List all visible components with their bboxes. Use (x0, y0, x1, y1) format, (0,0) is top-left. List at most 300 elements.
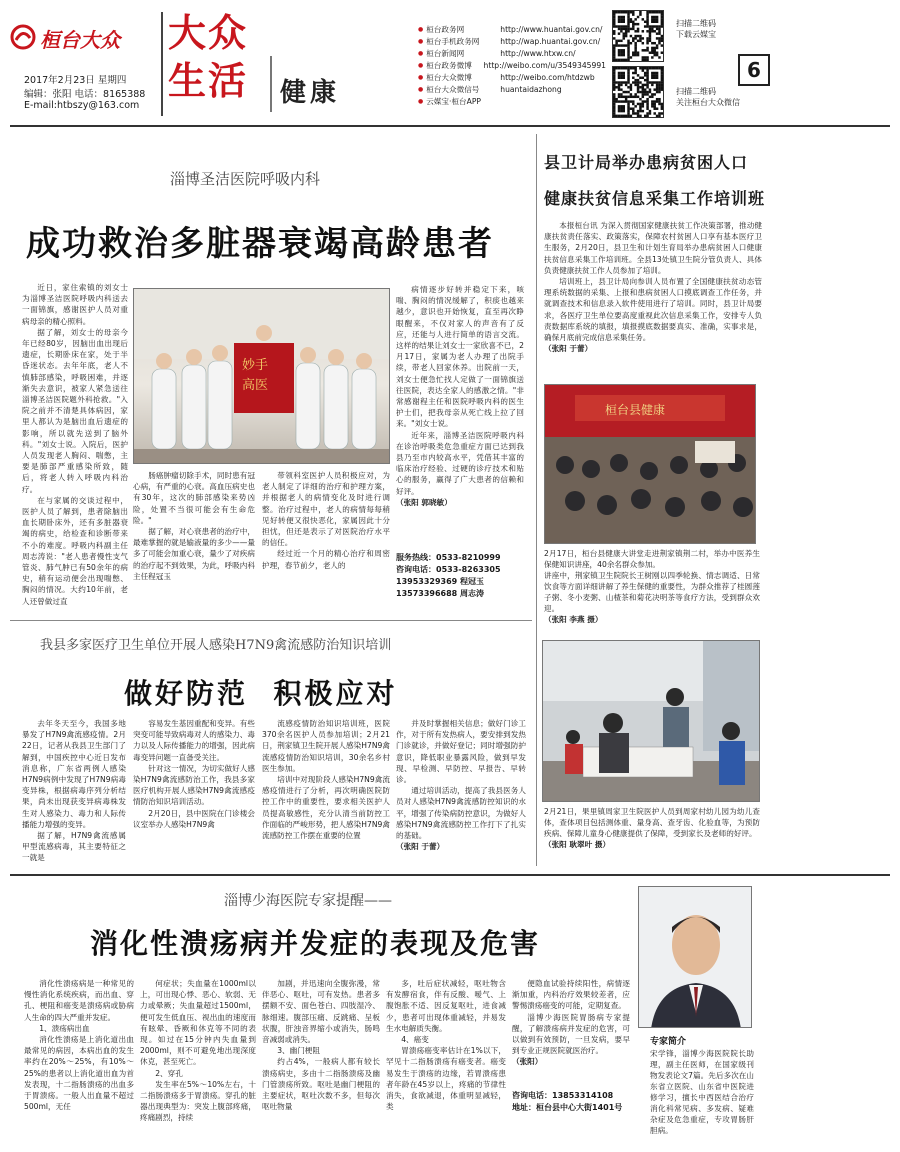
qr-module (637, 88, 639, 90)
qr-module (620, 54, 622, 56)
qr-module (620, 21, 622, 23)
qr-module (642, 49, 644, 51)
qr-module (656, 37, 658, 39)
qr-module (613, 47, 615, 49)
paragraph: 何症状；失血量在1000ml以上，可出现心悸、恶心、软弱、无力或晕厥；失血量超过1500ml，便可发生低血压、视出血的速度而有眩晕、昏厥和休克等不同的表现。如过在15分钟内失血量到2000ml，则不可避免地出现深度休克，甚至死亡。 (140, 979, 256, 1067)
qr-module (632, 72, 634, 74)
qr-module (627, 100, 629, 102)
qr-module (651, 81, 653, 83)
article-column (396, 284, 524, 546)
paragraph: 本报桓台讯 为深入贯彻国家健康扶贫工作决策部署，推动健康扶贫责任落实、政策落实，保障农村贫困人口享有基本医疗卫生服务，2月20日，县卫生和计划生育局举办患病贫困人口健康扶贫信息采集工作培训班。全县13处镇卫生院分管负责人、具体负责健康扶贫工作人员参加了培训。 (544, 221, 762, 275)
qr-module (646, 42, 648, 44)
qr-module (661, 35, 663, 37)
qr-module (623, 91, 625, 93)
lecture-photo (544, 384, 756, 544)
qr-module (618, 86, 620, 88)
qr-module (658, 25, 660, 27)
qr-module (649, 81, 651, 83)
qr-module (644, 72, 646, 74)
qr-module (627, 51, 629, 53)
staff-group-photo-icon (134, 289, 390, 464)
qr-module (661, 69, 663, 71)
qr-module (656, 107, 658, 109)
qr-module (661, 103, 663, 105)
qr-module (625, 25, 627, 27)
section-name: 健康 (280, 78, 341, 108)
qr-module (623, 21, 625, 23)
qr-module (620, 11, 622, 13)
qr-module (620, 74, 622, 76)
qr-module (653, 18, 655, 20)
qr-module (661, 51, 663, 53)
qr-module (613, 100, 615, 102)
qr-module (613, 30, 615, 32)
qr-module (637, 35, 639, 37)
contact-line: 13953329369 程冠玉 (396, 577, 485, 586)
qr-module (613, 21, 615, 23)
qr-module (632, 81, 634, 83)
qr-module (644, 59, 646, 61)
qr-module (661, 79, 663, 81)
paragraph: 约占4%，一般病人都有较长溃疡病史，多由十二指肠溃疡及幽门管溃疡所致。呕吐是幽门梗阻的主要症状，呕吐次数不多，但每次呕吐物量 (262, 1057, 380, 1112)
article-credit: （张阳 于蕾） (544, 344, 593, 354)
paragraph: 消化性溃疡病是一种常见的慢性消化系统疾病，而出血、穿孔、梗阻和癌变是溃疡病或胁病人生命的四大严重并发症。 (24, 979, 134, 1022)
qr-module (627, 25, 629, 27)
qr-module (618, 105, 620, 107)
banner-text: 妙手 (242, 358, 269, 373)
qr-module (630, 88, 632, 90)
qr-module (653, 81, 655, 83)
qr-module (661, 86, 663, 88)
paragraph: 1、溃疡病出血 (39, 1023, 90, 1033)
qr-module (651, 25, 653, 27)
qr-module (620, 28, 622, 30)
qr-module (625, 28, 627, 30)
qr-module (627, 13, 629, 15)
qr-module (653, 88, 655, 90)
paragraph: 讲座中，荆家镇卫生院院长王树刚以四季轮换、情志调适、日常饮食等方面详细讲解了养生保健的重要性，为群众推荐了桂圆莲子粥、冬小麦粥、山楂茶和菊花决明茶等食疗方法，受到群众欢迎。 (544, 571, 760, 613)
qr-module (646, 115, 648, 117)
qr-module (656, 86, 658, 88)
qr-code-app[interactable] (612, 10, 664, 62)
qr-module (634, 93, 636, 95)
qr-module (646, 18, 648, 20)
paragraph: 2月20日，县中医院在门诊楼会议室举办人感染H7N9禽 (133, 808, 255, 829)
qr-module (618, 16, 620, 18)
qr-module (613, 37, 615, 39)
qr-module (649, 112, 651, 114)
qr-module (618, 88, 620, 90)
qr-module (618, 59, 620, 61)
qr-module (646, 11, 648, 13)
qr-module (642, 103, 644, 105)
paragraph: 带领科室医护人员积极应对，为老人制定了详细的治疗和护理方案，并根据老人的病情变化及时进行调整。治疗过程中，老人的病情每每稍见好转便又很快恶化，家属因此十分担忧，但还是表示了对医院治疗水平的信任。 (262, 471, 390, 548)
qr-module (613, 54, 615, 56)
qr-module (639, 103, 641, 105)
qr-module (620, 81, 622, 83)
qr-module (618, 18, 620, 20)
qr-module (644, 100, 646, 102)
qr-module (618, 49, 620, 51)
qr-module (632, 40, 634, 42)
qr-module (632, 28, 634, 30)
qr-module (625, 98, 627, 100)
qr-module (620, 72, 622, 74)
qr-module (653, 74, 655, 76)
qr-module (656, 28, 658, 30)
qr-module (642, 18, 644, 20)
qr-module (651, 77, 653, 79)
qr-module (644, 91, 646, 93)
qr-module (642, 42, 644, 44)
qr-module (661, 88, 663, 90)
article-column (22, 718, 126, 868)
caption-credit: （张阳 耿翠叶 摄） (544, 840, 611, 849)
qr-module (642, 59, 644, 61)
link-value: http://weibo.com/htdzwb (500, 73, 595, 82)
qr-module (620, 115, 622, 117)
link-value: http://www.htxw.cn/ (500, 49, 576, 58)
qr-module (656, 81, 658, 83)
qr-module (658, 100, 660, 102)
paragraph: 培训班上，县卫计局向参训人员布置了全国健康扶贫动态管理系统数据的采集、上报和患病贫困人口摸底调查工作任务，并就调查技术和信息录入软件使用进行了培训。同时，县卫计局要求，各医疗卫生单位要高度重视此次信息采集工作，安排专人负责数据库系统的填报，填报摸底数据要真实、准确，实事求是，确保月底前完成信息采集任务。 (544, 277, 762, 343)
qr-module (658, 84, 660, 86)
qr-module (623, 107, 625, 109)
link-name: 云媒宝·桓台APP (426, 97, 481, 106)
qr-module (656, 88, 658, 90)
bullet-icon: ● (418, 38, 424, 45)
bullet-icon: ● (418, 50, 424, 57)
qr-module (658, 11, 660, 13)
article-text (544, 220, 762, 343)
qr-module (646, 86, 648, 88)
qr-module (613, 107, 615, 109)
qr-module (661, 11, 663, 13)
paragraph: 胃溃疡癌变率估计在1%以下，罕见十二指肠溃疡有癌变者。癌变易发生于溃疡的边缘，若胃溃疡患者年龄在45岁以上，疼痛的节律性消失，食欲减退，体重明显减轻，类 (386, 1046, 506, 1112)
qr-module (615, 11, 617, 13)
qr-module (615, 67, 617, 69)
article-column (396, 718, 526, 868)
qr-module (630, 115, 632, 117)
qr-module (651, 51, 653, 53)
qr-module (651, 28, 653, 30)
editor-email: E-mail:htbszy@163.com (24, 100, 140, 111)
qr-module (642, 56, 644, 58)
qr-module (623, 77, 625, 79)
qr-module (630, 18, 632, 20)
qr-module (627, 72, 629, 74)
qr-module (656, 47, 658, 49)
qr-module (634, 81, 636, 83)
article-kicker: 我县多家医疗卫生单位开展人感染H7N9禽流感防治知识培训 (40, 638, 392, 653)
qr-module (653, 100, 655, 102)
qr-module (632, 103, 634, 105)
qr-module (620, 49, 622, 51)
qr-module (637, 96, 639, 98)
qr-module (661, 44, 663, 46)
qr-module (613, 11, 615, 13)
qr-module (634, 23, 636, 25)
qr-module (651, 93, 653, 95)
qr-module (618, 72, 620, 74)
bullet-icon: ● (418, 74, 424, 81)
qr-module (653, 72, 655, 74)
masthead-link-row[interactable] (418, 48, 606, 60)
qr-module (639, 105, 641, 107)
qr-module (656, 77, 658, 79)
paragraph: 3、幽门梗阻 (277, 1046, 320, 1056)
qr-module (625, 67, 627, 69)
column-text (262, 978, 380, 1112)
qr-module (651, 74, 653, 76)
qr-module (642, 110, 644, 112)
qr-module (661, 77, 663, 79)
qr-module (627, 49, 629, 51)
qr-module (653, 51, 655, 53)
qr-module (634, 72, 636, 74)
qr-module (646, 25, 648, 27)
qr-module (615, 44, 617, 46)
qr-module (623, 18, 625, 20)
masthead-link-row[interactable] (418, 96, 606, 108)
qr-module (646, 107, 648, 109)
qr-module (620, 88, 622, 90)
qr-module (620, 100, 622, 102)
qr-module (627, 86, 629, 88)
qr-module (646, 37, 648, 39)
qr-module (613, 23, 615, 25)
qr-module (618, 51, 620, 53)
qr-module (630, 21, 632, 23)
qr-module (613, 84, 615, 86)
qr-module (623, 35, 625, 37)
qr-module (644, 56, 646, 58)
qr-module (613, 79, 615, 81)
qr-module (623, 37, 625, 39)
qr-module (653, 30, 655, 32)
qr-module (653, 49, 655, 51)
qr-module (639, 67, 641, 69)
qr-module (620, 40, 622, 42)
qr-module (656, 11, 658, 13)
qr-module (634, 96, 636, 98)
qr-module (620, 25, 622, 27)
qr-module (620, 105, 622, 107)
article-headline: 县卫计局举办患病贫困人口 (544, 153, 749, 172)
qr-module (627, 18, 629, 20)
qr-module (658, 67, 660, 69)
qr-module (630, 100, 632, 102)
links-list (418, 24, 606, 108)
qr-module (627, 105, 629, 107)
paragraph: 宋学锋，淄博少海医院院长助理，副主任医师，在国家级刊物发表论文7篇。先后多次在山东省立医院、山东省中医院进修学习，擅长中西医结合治疗消化科常见病、多发病、疑难杂症及危急重症，专攻胃肠肝胆病。 (650, 1049, 754, 1135)
qr-module (661, 74, 663, 76)
qr-module (634, 84, 636, 86)
qr-module (637, 74, 639, 76)
qr-module (632, 96, 634, 98)
qr-module (637, 86, 639, 88)
qr-module (613, 59, 615, 61)
qr-module (634, 79, 636, 81)
editor-line: 编辑：张阳 电话：8165388 (24, 89, 146, 100)
qr-module (639, 91, 641, 93)
masthead-link-row[interactable] (418, 60, 606, 72)
article-respiratory (0, 130, 532, 618)
column-text (140, 978, 256, 1124)
qr-module (656, 74, 658, 76)
qr-module (630, 35, 632, 37)
paragraph: 据了解，对心衰患者的治疗中，最难掌握的就是输液量的多少——量多了可能会加重心衰，量少了对疾病的治疗起不到效果，为此，呼吸内科主任程冠玉 (133, 527, 255, 581)
qr-module (618, 84, 620, 86)
qr-module (649, 28, 651, 30)
qr-module (661, 21, 663, 23)
qr-icon (613, 67, 663, 117)
contact-box (396, 552, 526, 600)
qr-module (620, 51, 622, 53)
article-headline: 做好防范 积极应对 (124, 677, 398, 710)
paragraph: 2月17日，桓台县健康大讲堂走进荆家镇荆二村，举办中医养生保健知识讲座，40余名群众参加。 (544, 549, 760, 569)
qr-module (644, 25, 646, 27)
qr-module (661, 40, 663, 42)
qr-module (627, 96, 629, 98)
qr-module (627, 81, 629, 83)
masthead-link-row[interactable] (418, 36, 606, 48)
article-credit: （张阳 郭晓敏） (396, 497, 452, 507)
qr-module (613, 67, 615, 69)
expert-portrait-icon (639, 887, 752, 1028)
qr-module (632, 23, 634, 25)
article-column (262, 470, 390, 618)
qr-module (646, 47, 648, 49)
qr-module (623, 100, 625, 102)
qr-module (646, 23, 648, 25)
qr-module (642, 30, 644, 32)
kindergarten-photo (542, 640, 760, 802)
qr-module (653, 47, 655, 49)
qr-module (639, 81, 641, 83)
qr-module (613, 32, 615, 34)
qr-module (637, 51, 639, 53)
paragraph: 流感疫情防治知识培训班，医院370余名医护人员参加培训；2月21日，荆家镇卫生院开展人感染H7N9禽流感疫情防治知识培训，30余名乡村医生参加。 (262, 719, 390, 773)
qr-module (651, 84, 653, 86)
caption-credit: （张阳 李燕 摄） (544, 615, 603, 624)
qr-module (656, 44, 658, 46)
masthead-bottom-rule (10, 125, 890, 127)
bullet-icon: ● (418, 26, 424, 33)
paragraph: 2月21日，果里镇周家卫生院医护人员到周家村幼儿园为幼儿查体，查体项目包括测体重、量身高、查牙齿、化验血等，为预防疾病、保障儿童身心健康提供了保障，受到家长及老师的好评。 (544, 807, 760, 838)
paper-logo (10, 22, 150, 52)
contact-box (512, 1090, 636, 1114)
qr-module (618, 77, 620, 79)
qr-module (620, 16, 622, 18)
paragraph: 在与家属的交谈过程中，医护人员了解到，患者除脑出血长期卧床外，还有多脏器衰竭的病史，给检查和诊断带来不小的难度。呼吸内科副主任周志涛说："老人患者慢性支气管炎、肺气肿已有50余年的病史，稍有运动便会出现喘憋、胸闷的情况。大约10年前，老人还曾做过直 (22, 495, 128, 606)
qr-module (632, 13, 634, 15)
masthead-link-row[interactable] (418, 24, 606, 36)
qr-module (651, 103, 653, 105)
qr-module (627, 59, 629, 61)
qr-module (646, 69, 648, 71)
qr-module (613, 112, 615, 114)
article-photo (133, 288, 390, 464)
caption-text (544, 806, 760, 839)
qr-module (618, 107, 620, 109)
qr-module (642, 91, 644, 93)
qr-module (637, 28, 639, 30)
caption-text (544, 548, 760, 614)
qr-module (627, 54, 629, 56)
masthead-link-row[interactable] (418, 72, 606, 84)
column-title-top: 大众 (168, 10, 249, 55)
photo-caption (544, 548, 760, 638)
qr-module (642, 69, 644, 71)
qr-module (625, 30, 627, 32)
article-ulcer (10, 874, 890, 1148)
qr-module (627, 30, 629, 32)
paragraph: 便隐血试验持续阳性，病情逐渐加重，内科治疗效果较差者，应警惕溃疡癌变的可能，定期复查。 (512, 979, 630, 1011)
qr-module (632, 21, 634, 23)
qr-module (618, 81, 620, 83)
masthead-link-row[interactable] (418, 84, 606, 96)
article-h7n9 (0, 620, 536, 870)
bullet-icon: ● (418, 98, 424, 105)
qr-module (656, 51, 658, 53)
qr-module (651, 67, 653, 69)
qr-module (642, 37, 644, 39)
qr-module (644, 67, 646, 69)
contact-line: 咨询电话：0533-8263305 (396, 565, 501, 574)
qr-module (618, 40, 620, 42)
qr-module (649, 35, 651, 37)
qr-module (651, 47, 653, 49)
link-name: 桓台政务微博 (426, 61, 472, 70)
qr-module (623, 67, 625, 69)
article-kicker: 淄博圣洁医院呼吸内科 (170, 170, 321, 188)
qr-module (623, 105, 625, 107)
qr-module (627, 103, 629, 105)
qr-module (623, 115, 625, 117)
qr-module (656, 32, 658, 34)
paragraph: 多，吐后症状减轻，呕吐物含有发酵宿食，伴有反酸、嗳气、上腹饱胀不适、因反复呕吐，进食减少，患者可出现体重减轻，并易发生水电解质失衡。 (386, 979, 506, 1033)
qr-module (632, 100, 634, 102)
qr-module (627, 67, 629, 69)
qr-module (649, 91, 651, 93)
qr-module (613, 72, 615, 74)
qr-module (651, 49, 653, 51)
qr-module (630, 67, 632, 69)
qr-module (615, 59, 617, 61)
article-credit: （张阳） (512, 1057, 543, 1067)
qr-module (658, 103, 660, 105)
qr-module (639, 107, 641, 109)
qr-module (651, 105, 653, 107)
qr-module (623, 11, 625, 13)
qr-code-wechat[interactable] (612, 66, 664, 118)
qr-module (637, 79, 639, 81)
page-number-value: 6 (747, 58, 761, 82)
qr-module (627, 77, 629, 79)
qr-module (625, 35, 627, 37)
qr-module (646, 30, 648, 32)
qr-module (642, 86, 644, 88)
link-name: 桓台手机政务网 (426, 37, 480, 46)
qr-module (639, 86, 641, 88)
paragraph: 近年来，淄博圣洁医院呼吸内科在诊治呼吸类危急重症方面已达到我县乃至市内较高水平，凭借其丰富的临床治疗经验、过硬的诊疗技术和贴心的服务，赢得了广大患者的信赖和好评。 (396, 430, 524, 496)
qr-module (613, 98, 615, 100)
qr-module (642, 100, 644, 102)
qr-module (623, 81, 625, 83)
qr-module (618, 96, 620, 98)
link-name: 桓台大众微信号 (426, 85, 480, 94)
